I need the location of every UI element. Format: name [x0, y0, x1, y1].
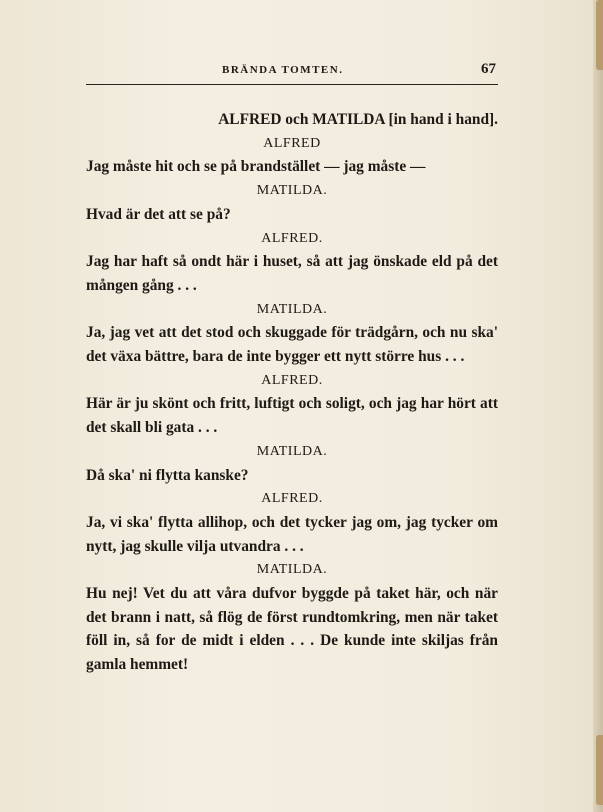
- speech-line: Hu nej! Vet du att våra dufvor byggde på taket här, och när det brann i natt, så flög de först rundtomkring, men när taket föll in, så for de midt i elden . . . De kunde inte skiljas från gamla hemmet!: [86, 585, 498, 674]
- page-tab-bottom: [596, 735, 603, 805]
- speech-line: Ja, vi ska' flytta allihop, och det tycker jag om, jag tycker om nytt, jag skulle vilja utvandra . . .: [86, 513, 498, 555]
- speech-line: Då ska' ni flytta kanske?: [86, 466, 249, 484]
- stage-direction: ALFRED och MATILDA [in hand i hand].: [218, 111, 498, 128]
- running-title: BRÄNDA TOMTEN.: [222, 64, 344, 76]
- page-header: [86, 61, 498, 86]
- speaker-name: ALFRED.: [261, 491, 323, 507]
- speech-line: Hvad är det att se på?: [86, 205, 231, 223]
- speaker-name: ALFRED.: [261, 372, 323, 388]
- speaker-name: ALFRED: [263, 135, 321, 151]
- speaker-name: MATILDA.: [256, 443, 328, 459]
- speech-line: Jag måste hit och se på brandstället — jag måste —: [86, 158, 426, 176]
- page-number: 67: [481, 61, 496, 77]
- speaker-name: ALFRED.: [261, 230, 323, 246]
- page-tab-top: [596, 0, 603, 70]
- page-edge: [593, 0, 603, 812]
- header-rule: [86, 84, 498, 85]
- speaker-name: MATILDA.: [256, 183, 328, 199]
- speech-line: Här är ju skönt och fritt, luftigt och soligt, och jag har hört att det skall bli gata . . .: [86, 395, 498, 437]
- speech-line: Jag har haft så ondt här i huset, så att jag önskade eld på det mången gång . . .: [86, 253, 498, 294]
- speech-line: Ja, jag vet att det stod och skuggade för trädgårn, och nu ska' det växa bättre, bara de inte bygger ett nytt större hus . . .: [86, 324, 498, 366]
- speaker-name: MATILDA.: [256, 301, 328, 317]
- play-text: [86, 108, 498, 677]
- speaker-name: MATILDA.: [256, 562, 328, 578]
